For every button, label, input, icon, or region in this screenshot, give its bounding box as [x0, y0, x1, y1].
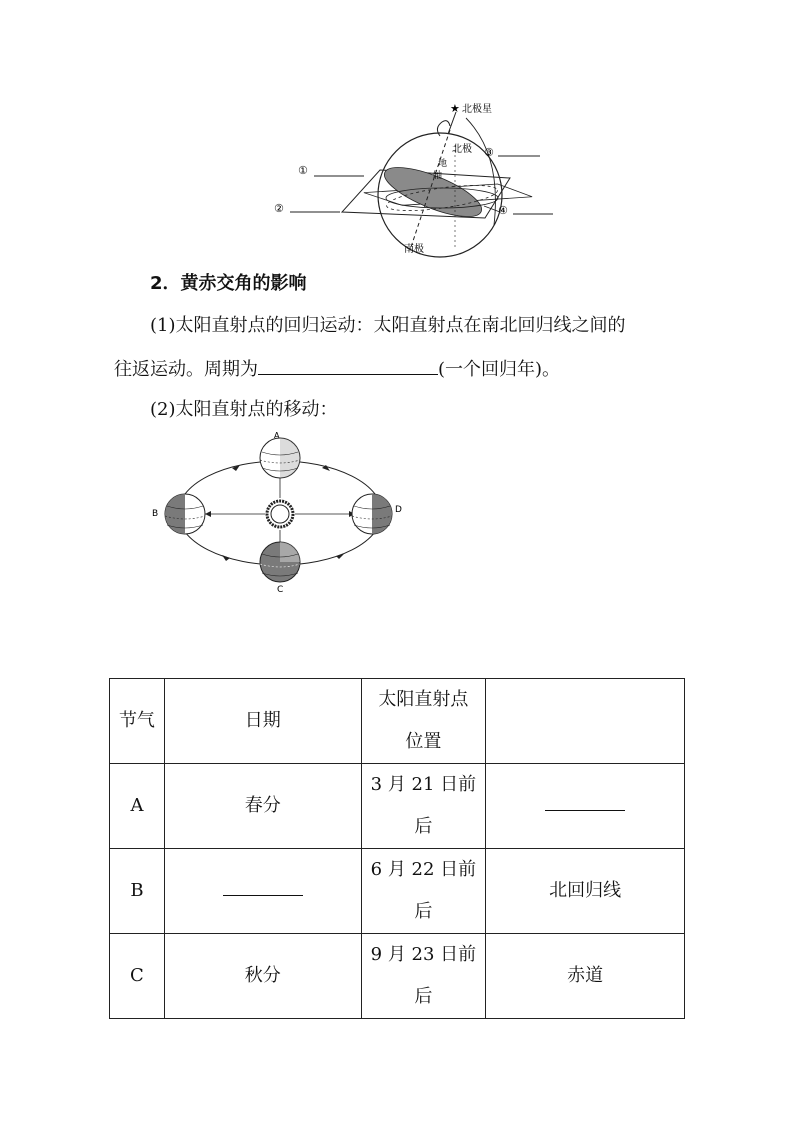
cell-term: C — [110, 934, 165, 1019]
cell-position: 北回归线 — [486, 849, 685, 934]
cell-term: A — [110, 764, 165, 849]
south-pole-label: 南极 — [404, 244, 424, 255]
earth-axis-diagram — [270, 100, 570, 260]
paragraph-1-line-2 — [114, 356, 560, 382]
section-heading: 2．黄赤交角的影响 — [150, 273, 307, 294]
north-star-label: 北极星 — [462, 104, 492, 115]
answer-blank — [223, 883, 303, 896]
paragraph-1-line-2-before: 往返运动。周期为 — [114, 359, 258, 380]
paragraph-1-line-2-after: (一个回归年)。 — [438, 359, 561, 380]
cell-position: 赤道 — [486, 934, 685, 1019]
cell-date: 3 月 21 日前 后 — [361, 764, 486, 849]
earth-position-d — [352, 494, 392, 534]
paragraph-1-line-1: (1)太阳直射点的回归运动：太阳直射点在南北回归线之间的 — [150, 315, 626, 336]
position-label-b: B — [152, 509, 159, 519]
answer-blank-period — [258, 356, 438, 375]
cell-solar-term: 春分 — [164, 764, 361, 849]
star-icon: ★ — [450, 102, 460, 115]
header-position: 太阳直射点 位置 — [361, 679, 486, 764]
axis-label-2: 轴 — [433, 171, 443, 181]
cell-solar-term: 秋分 — [164, 934, 361, 1019]
answer-blank — [545, 798, 625, 811]
solar-terms-table — [109, 678, 685, 1019]
earth-position-c — [260, 542, 300, 582]
cell-solar-term — [164, 849, 361, 934]
table-row — [110, 764, 685, 849]
earth-orbit-diagram — [150, 428, 410, 598]
cell-date: 6 月 22 日前 后 — [361, 849, 486, 934]
marker-3: ③ — [484, 146, 494, 159]
cell-position — [486, 764, 685, 849]
table-row — [110, 849, 685, 934]
table-header-row — [110, 679, 685, 764]
header-term: 节气 — [110, 679, 165, 764]
earth-position-b — [165, 494, 205, 534]
position-label-a: A — [274, 431, 280, 440]
paragraph-2: (2)太阳直射点的移动： — [150, 399, 338, 420]
axis-label-1: 地 — [438, 159, 448, 169]
table-row — [110, 934, 685, 1019]
marker-4: ④ — [498, 204, 508, 217]
north-pole-label: 北极 — [452, 144, 472, 155]
marker-1: ① — [298, 164, 308, 177]
header-date: 日期 — [164, 679, 361, 764]
cell-date: 9 月 23 日前 后 — [361, 934, 486, 1019]
header-blank — [486, 679, 685, 764]
position-label-d: D — [395, 505, 402, 515]
cell-term: B — [110, 849, 165, 934]
marker-2: ② — [274, 202, 284, 215]
position-label-c: C — [277, 585, 284, 595]
earth-position-a — [260, 438, 300, 478]
